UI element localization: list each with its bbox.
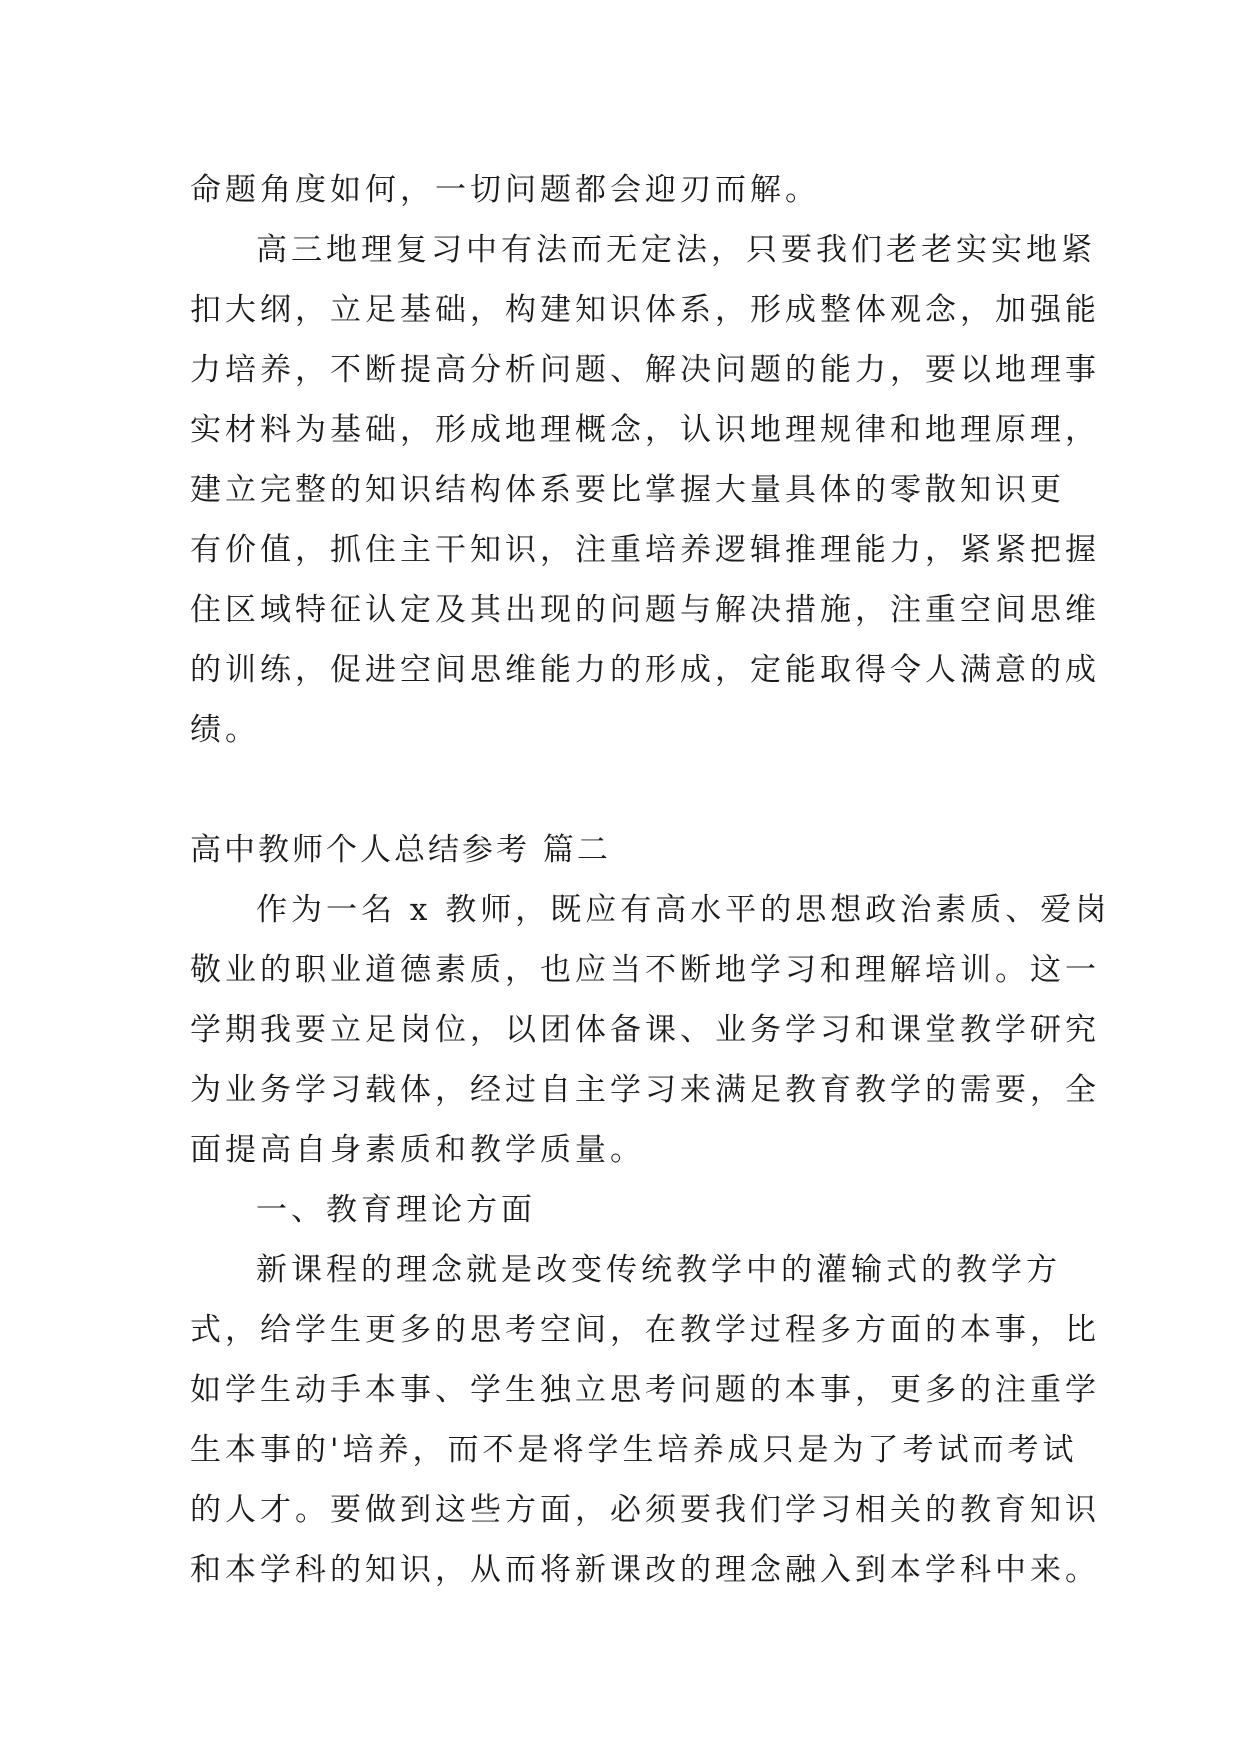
text-line: 力培养，不断提高分析问题、解决问题的能力，要以地理事 bbox=[190, 352, 1100, 388]
paragraph-teacher-intro bbox=[190, 880, 1111, 1180]
text-line: 面提高自身素质和教学质量。 bbox=[190, 1132, 645, 1168]
text-line: 新课程的理念就是改变传统教学中的灌输式的教学方 bbox=[256, 1252, 1061, 1288]
text-line: 如学生动手本事、学生独立思考问题的本事，更多的注重学 bbox=[190, 1372, 1100, 1408]
text-line: 实材料为基础，形成地理概念，认识地理规律和地理原理， bbox=[190, 412, 1100, 448]
text-line: 有价值，抓住主干知识，注重培养逻辑推理能力，紧紧把握 bbox=[190, 532, 1100, 568]
paragraph-geography-review bbox=[190, 220, 1100, 760]
section-heading: 高中教师个人总结参考 篇二 bbox=[190, 832, 611, 868]
text-line: 绩。 bbox=[190, 712, 260, 748]
text-line: 和本学科的知识，从而将新课改的理念融入到本学科中来。 bbox=[190, 1552, 1100, 1588]
text-line: 高三地理复习中有法而无定法，只要我们老老实实地紧 bbox=[256, 232, 1096, 268]
text-line: 的训练，促进空间思维能力的形成，定能取得令人满意的成 bbox=[190, 652, 1100, 688]
text-line: 扣大纲，立足基础，构建知识体系，形成整体观念，加强能 bbox=[190, 292, 1100, 328]
text-line: 学期我要立足岗位，以团体备课、业务学习和课堂教学研究 bbox=[190, 1012, 1100, 1048]
text-line: 为业务学习载体，经过自主学习来满足教育教学的需要，全 bbox=[190, 1072, 1100, 1108]
subheading: 一、教育理论方面 bbox=[256, 1192, 536, 1228]
document-body bbox=[190, 160, 1111, 1600]
text-line: 的人才。要做到这些方面，必须要我们学习相关的教育知识 bbox=[190, 1492, 1100, 1528]
text-line: 建立完整的知识结构体系要比掌握大量具体的零散知识更 bbox=[190, 472, 1065, 508]
text-line: 生本事的'培养，而不是将学生培养成只是为了考试而考试 bbox=[190, 1432, 1078, 1468]
text-line: 敬业的职业道德素质，也应当不断地学习和理解培训。这一 bbox=[190, 952, 1100, 988]
section-spacer bbox=[190, 760, 1060, 820]
text-line: 作为一名 x 教师，既应有高水平的思想政治素质、爱岗 bbox=[256, 892, 1111, 928]
text-line: 住区域特征认定及其出现的问题与解决措施，注重空间思维 bbox=[190, 592, 1100, 628]
text-line: 式，给学生更多的思考空间，在教学过程多方面的本事，比 bbox=[190, 1312, 1100, 1348]
paragraph-new-curriculum bbox=[190, 1240, 1100, 1600]
text-line: 命题角度如何，一切问题都会迎刃而解。 bbox=[190, 172, 820, 208]
paragraph-continuation bbox=[190, 160, 1060, 220]
